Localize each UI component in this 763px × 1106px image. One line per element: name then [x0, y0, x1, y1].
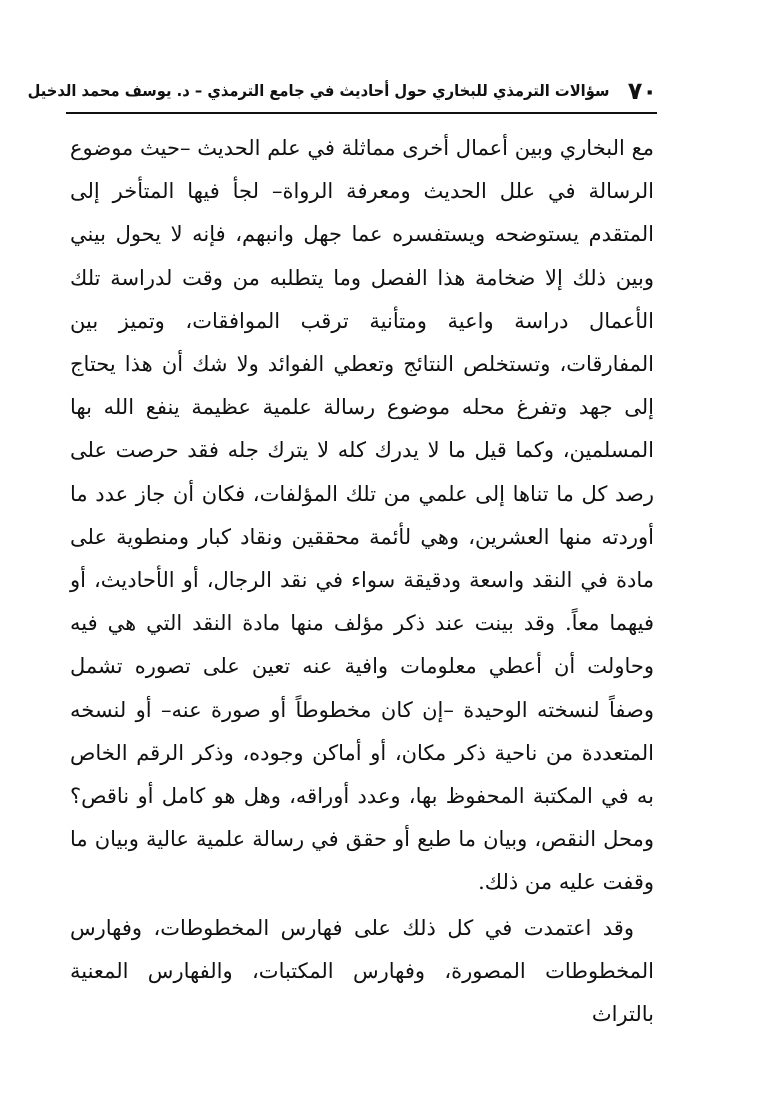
paragraph-2: وقد اعتمدت في كل ذلك على فهارس المخطوطات، وفهارس المخطوطات المصورة، وفهارس المكتبات، والفهارس المعنية بالتراث [70, 915, 654, 1027]
main-text [70, 127, 654, 1036]
header-rule [66, 112, 657, 114]
paragraph-1: مع البخاري وبين أعمال أخرى مماثلة في علم الحديث –حيث موضوع الرسالة في علل الحديث ومعرفة الرواة– لجأ فيها المتأخر إلى المتقدم يستوضحه ويستفسره عما جهل وانبهم، فإنه لا يحول بيني وبين ذلك إلا ضخامة هذا الفصل وما يتطلبه من وقت لدراسة تلك الأعمال دراسة واعية ومتأنية ترقب الموافقات، وتميز بين المفارقات، وتستخلص النتائج وتعطي الفوائد ولا شك أن هذا يحتاج إلى جهد وتفرغ محله موضوع رسالة علمية عظيمة ينفع الله بها المسلمين، وكما قيل ما لا يدرك كله لا يترك جله فقد حرصت على رصد كل ما تناها إلى علمي من تلك المؤلفات، فكان أن جاز عدد ما أوردته منها العشرين، وهي لأئمة محققين ونقاد كبار ومنطوية على مادة في النقد واسعة ودقيقة سواء في نقد الرجال، أو الأحاديث، أو فيهما معاً. وقد بينت عند ذكر مؤلف منها مادة النقد التي هي فيه وحاولت أن أعطي معلومات وافية عنه تعين على تصوره تشمل وصفاً لنسخته الوحيدة –إن كان مخطوطاً أو صورة عنه– أو لنسخه المتعددة من ناحية ذكر مكان، أو أماكن وجوده، وذكر الرقم الخاص به في المكتبة المحفوظ بها، وعدد أوراقه، وهل هو كامل أو ناقص؟ ومحل النقص، وبيان ما طبع أو حقق في رسالة علمية عالية وبيان ما وقفت عليه من ذلك. [70, 136, 654, 895]
page-header [27, 74, 657, 114]
running-title: سؤالات الترمذي للبخاري حول أحاديث في جامع الترمذي – د. يوسف محمد الدخيل [27, 81, 609, 100]
page-number: ٧٠ [627, 77, 657, 105]
